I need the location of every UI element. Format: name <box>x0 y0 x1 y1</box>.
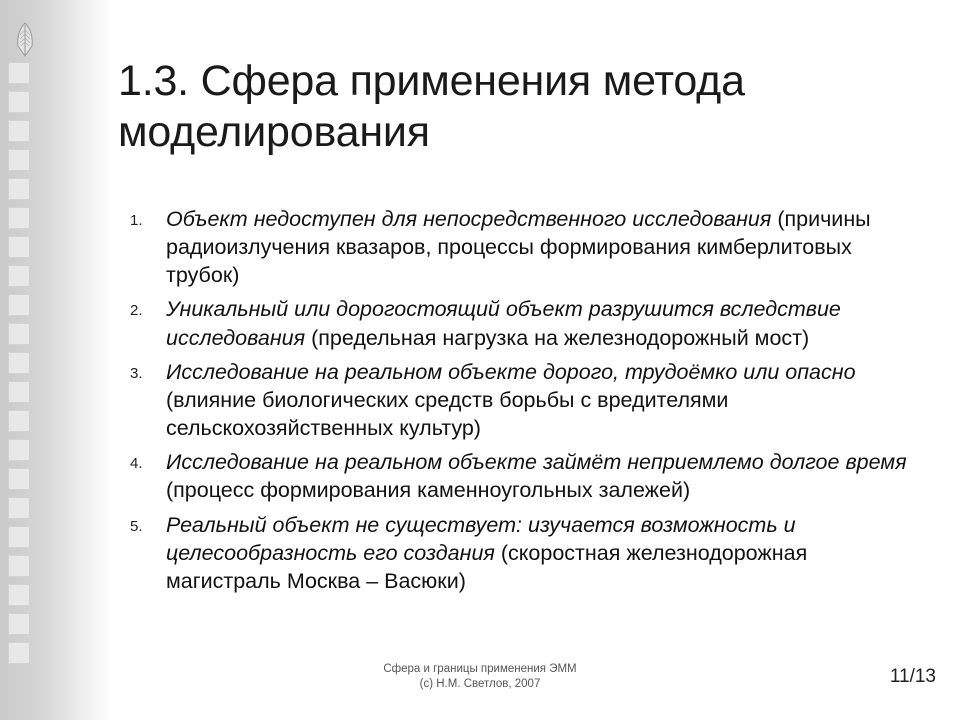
band-square <box>8 352 30 374</box>
list-item-number: 2. <box>130 302 143 320</box>
list-item-number: 4. <box>130 455 143 473</box>
band-square <box>8 613 30 635</box>
band-square <box>8 555 30 577</box>
footer-line-1: Сфера и границы применения ЭММ <box>383 663 577 675</box>
list-item-emphasis: Уникальный или дорогостоящий объект разрушится вследствие исследования <box>166 297 841 350</box>
band-square <box>8 178 30 200</box>
band-square <box>8 410 30 432</box>
band-square <box>8 120 30 142</box>
list-item-text <box>166 511 924 595</box>
band-square <box>8 91 30 113</box>
band-square <box>8 497 30 519</box>
list-item-number: 3. <box>130 364 143 382</box>
list-item-number: 5. <box>130 517 143 535</box>
footer-line-2: (с) Н.М. Светлов, 2007 <box>419 677 541 690</box>
page-number: 11/13 <box>889 666 936 687</box>
feather-quill-icon <box>10 22 40 58</box>
band-square <box>8 584 30 606</box>
list-item-rest: (процесс формирования каменноугольных залежей) <box>166 478 691 503</box>
band-square <box>8 526 30 548</box>
list-item <box>124 358 924 442</box>
list-item-rest: (влияние биологических средств борьбы с вредителями сельскохозяйственных культур) <box>166 387 729 441</box>
band-square <box>8 236 30 258</box>
band-square <box>8 265 30 287</box>
band-square <box>8 149 30 171</box>
list-item-text <box>166 448 924 504</box>
list-item-rest: (предельная нагрузка на железнодорожный мост) <box>305 325 810 350</box>
list-item-rest: (скоростная железнодорожная магистраль Москва – Васюки) <box>166 540 808 593</box>
band-square <box>8 294 30 316</box>
list-item <box>124 511 924 595</box>
list-item-number: 1. <box>130 212 143 229</box>
band-square <box>8 439 30 461</box>
band-square <box>8 62 30 84</box>
band-square-column <box>8 62 34 671</box>
list-item <box>124 205 924 289</box>
list-item-emphasis: Реальный объект не существует: изучается возможность и целесообразность его создания <box>166 512 796 565</box>
list-item-emphasis: Исследование на реальном объекте займёт неприемлемо долгое время <box>166 450 907 475</box>
band-square <box>8 323 30 345</box>
band-square <box>8 468 30 490</box>
list-item-text <box>166 205 924 289</box>
list-item <box>124 448 924 504</box>
list-item-text <box>166 295 924 351</box>
list-item-rest: (причины радиоизлучения квазаров, процессы формирования кимберлитовых трубок) <box>166 207 871 288</box>
footer-note <box>0 662 960 692</box>
band-square <box>8 207 30 229</box>
decorative-left-band <box>0 0 112 720</box>
list-item-text <box>166 358 924 442</box>
slide-body-list <box>124 205 924 601</box>
list-item-emphasis: Исследование на реальном объекте дорого, трудоёмко или опасно <box>166 359 856 384</box>
list-item-emphasis: Объект недоступен для непосредственного исследования <box>166 207 772 231</box>
band-square <box>8 381 30 403</box>
list-item <box>124 295 924 351</box>
band-square <box>8 642 30 664</box>
slide-title: 1.3. Сфера применения метода моделирования <box>118 57 745 156</box>
